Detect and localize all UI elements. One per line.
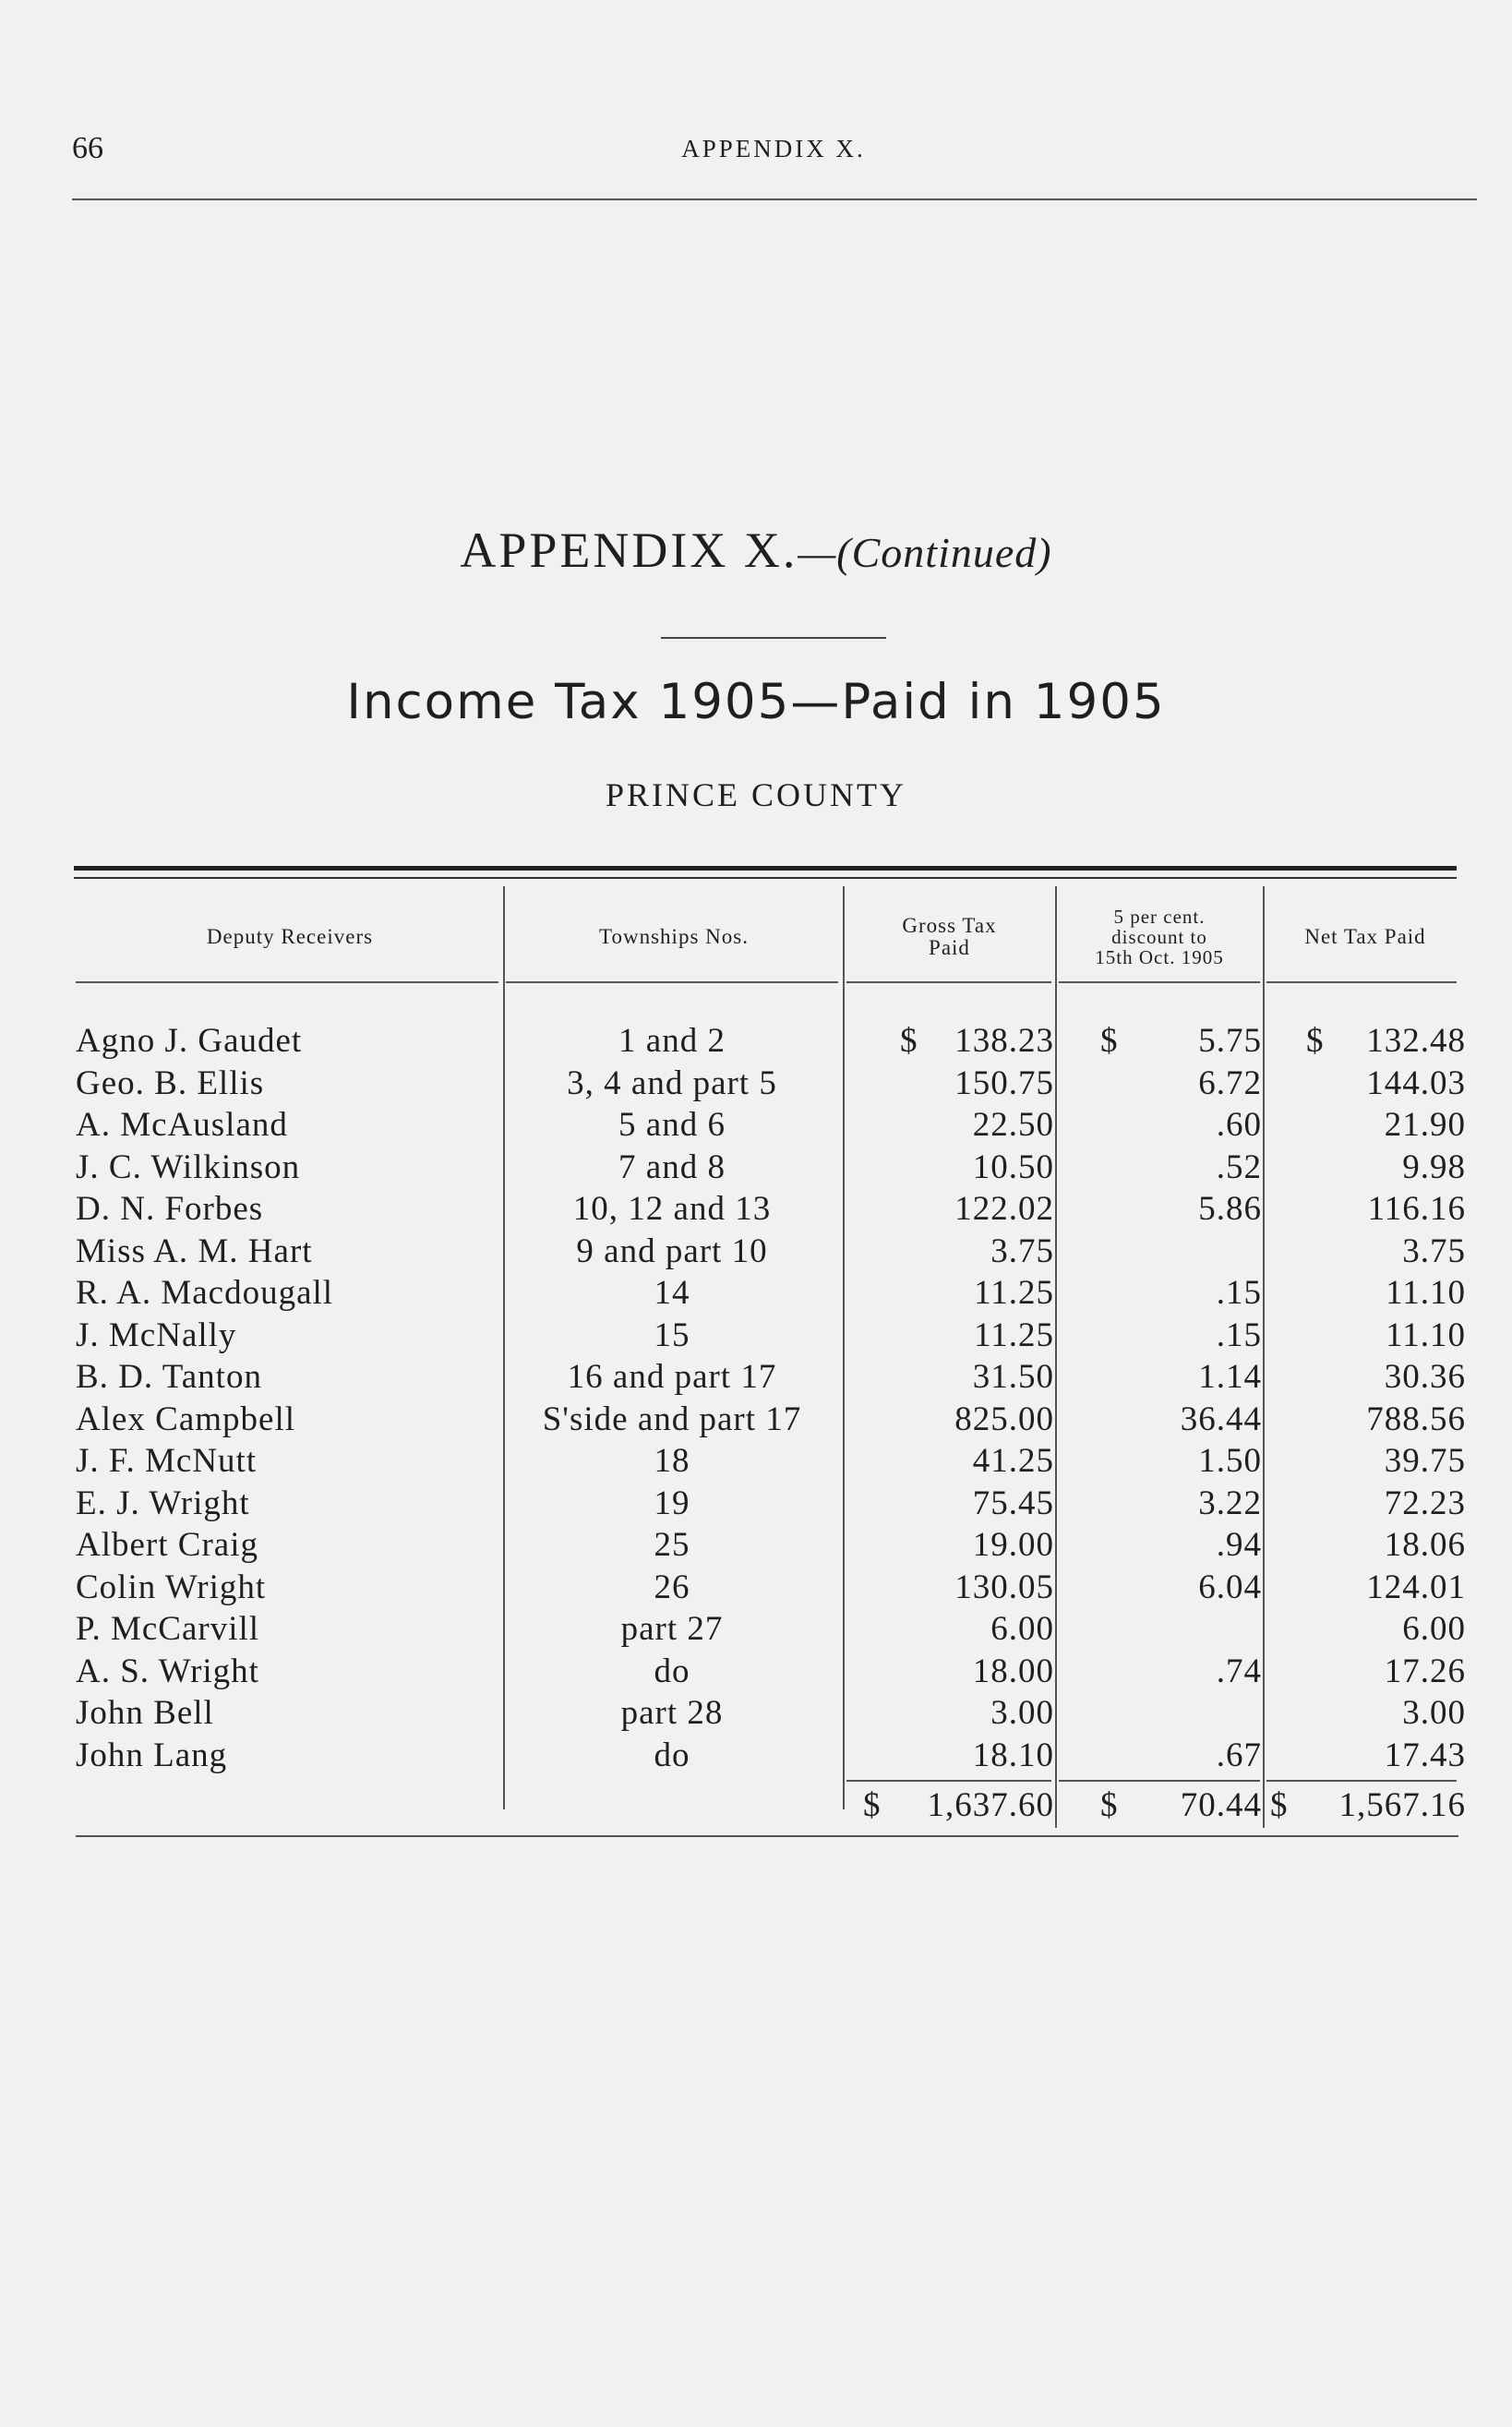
table-row	[0, 1315, 1512, 1357]
receiver-name: Geo. B. Ellis	[76, 1063, 265, 1102]
colhdr-gross-tax: Gross Tax Paid	[902, 913, 997, 959]
receiver-name: A. McAusland	[76, 1106, 288, 1144]
net-tax: 11.10	[1386, 1274, 1466, 1312]
totals-top-rule	[1266, 1780, 1457, 1782]
table-row	[0, 1608, 1512, 1651]
receiver-name: John Lang	[76, 1736, 228, 1774]
township-nos: 15	[654, 1316, 690, 1354]
discount-amount: .60	[1216, 1106, 1262, 1144]
township-nos: 16 and part 17	[567, 1358, 777, 1396]
totals-discount: 70.44	[1180, 1786, 1262, 1824]
discount-amount: 5.75	[1198, 1022, 1262, 1060]
net-tax: 144.03	[1366, 1063, 1466, 1102]
receiver-name: Miss A. M. Hart	[76, 1232, 313, 1270]
receiver-name: B. D. Tanton	[76, 1358, 262, 1396]
discount-amount: .15	[1216, 1274, 1262, 1312]
gross-tax: 825.00	[954, 1400, 1054, 1438]
table-top-rule-thin	[74, 877, 1457, 879]
colhdr-townships: Townships Nos.	[599, 924, 749, 948]
county-heading: PRINCE COUNTY	[605, 776, 906, 813]
receiver-name: A. S. Wright	[76, 1652, 259, 1690]
receiver-name: Agno J. Gaudet	[76, 1022, 303, 1060]
table-row	[0, 1356, 1512, 1399]
header-underline	[506, 981, 838, 983]
net-dollar: $	[1306, 1022, 1325, 1060]
receiver-name: Alex Campbell	[76, 1400, 296, 1438]
township-nos: 18	[654, 1442, 690, 1480]
discount-amount: .15	[1216, 1316, 1262, 1354]
totals-top-rule	[846, 1780, 1051, 1782]
net-tax: 39.75	[1384, 1442, 1466, 1480]
discount-amount: .67	[1216, 1736, 1262, 1774]
discount-amount: 3.22	[1198, 1484, 1262, 1522]
township-nos: 14	[654, 1274, 690, 1312]
receiver-name: John Bell	[76, 1694, 214, 1732]
receiver-name: D. N. Forbes	[76, 1190, 264, 1228]
page-number: 66	[72, 131, 103, 165]
net-tax: 9.98	[1402, 1147, 1466, 1186]
table-body	[0, 1020, 1512, 1776]
receiver-name: P. McCarvill	[76, 1610, 260, 1648]
table-subtitle: Income Tax 1905—Paid in 1905	[346, 674, 1166, 730]
table-row	[0, 1735, 1512, 1777]
receiver-name: R. A. Macdougall	[76, 1274, 334, 1312]
gross-tax: 130.05	[954, 1568, 1054, 1606]
receiver-name: Colin Wright	[76, 1568, 267, 1606]
table-top-rule	[74, 866, 1457, 871]
net-tax: 17.43	[1384, 1736, 1466, 1774]
net-tax: 132.48	[1366, 1022, 1466, 1060]
net-tax: 30.36	[1384, 1358, 1466, 1396]
table-row	[0, 1440, 1512, 1483]
totals-net-dollar: $	[1270, 1786, 1289, 1824]
table-row	[0, 1063, 1512, 1105]
gross-dollar: $	[900, 1022, 918, 1060]
discount-amount: .94	[1216, 1526, 1262, 1564]
title-rule	[661, 637, 886, 639]
totals-row	[0, 1784, 1512, 1828]
gross-tax: 150.75	[954, 1063, 1054, 1102]
township-nos: 1 and 2	[618, 1022, 726, 1060]
township-nos: 19	[654, 1484, 690, 1522]
net-tax: 116.16	[1367, 1190, 1466, 1228]
net-tax: 6.00	[1402, 1610, 1466, 1648]
gross-tax: 31.50	[972, 1358, 1054, 1396]
township-nos: 25	[654, 1526, 690, 1564]
receiver-name: J. C. Wilkinson	[76, 1147, 301, 1186]
header-underline	[1059, 981, 1260, 983]
gross-tax: 11.25	[974, 1274, 1054, 1312]
discount-amount: 36.44	[1180, 1400, 1262, 1438]
totals-top-rule	[1059, 1780, 1260, 1782]
gross-tax: 18.00	[972, 1652, 1054, 1690]
township-nos: 26	[654, 1568, 690, 1606]
header-underline	[76, 981, 498, 983]
appendix-title	[0, 522, 1512, 579]
running-head-title: APPENDIX X.	[681, 135, 866, 162]
township-nos: 3, 4 and part 5	[567, 1063, 777, 1102]
gross-tax: 6.00	[990, 1610, 1054, 1648]
net-tax: 21.90	[1384, 1106, 1466, 1144]
net-tax: 3.00	[1402, 1694, 1466, 1732]
township-nos: 5 and 6	[618, 1106, 726, 1144]
totals-gross-dollar: $	[863, 1786, 882, 1824]
net-tax: 788.56	[1366, 1400, 1466, 1438]
colhdr-deputy-receivers: Deputy Receivers	[206, 924, 374, 948]
gross-tax: 75.45	[972, 1484, 1054, 1522]
table-row	[0, 1188, 1512, 1231]
gross-tax: 18.10	[972, 1736, 1054, 1774]
gross-tax: 22.50	[972, 1106, 1054, 1144]
gross-tax: 3.00	[990, 1694, 1054, 1732]
township-nos: 7 and 8	[618, 1147, 726, 1186]
gross-tax: 41.25	[972, 1442, 1054, 1480]
discount-amount: .52	[1216, 1147, 1262, 1186]
discount-amount: 1.50	[1198, 1442, 1262, 1480]
running-header	[72, 131, 1475, 168]
totals-gross: 1,637.60	[927, 1786, 1054, 1824]
table-row	[0, 1399, 1512, 1441]
discount-amount: 1.14	[1198, 1358, 1262, 1396]
township-nos: do	[654, 1736, 690, 1774]
gross-tax: 3.75	[990, 1232, 1054, 1270]
table-row	[0, 1231, 1512, 1273]
table-row	[0, 1524, 1512, 1567]
header-underline	[846, 981, 1051, 983]
discount-amount: .74	[1216, 1652, 1262, 1690]
township-nos: part 27	[620, 1610, 724, 1648]
colhdr-net-tax: Net Tax Paid	[1304, 924, 1426, 948]
receiver-name: J. F. McNutt	[76, 1442, 258, 1480]
discount-dollar: $	[1100, 1022, 1119, 1060]
net-tax: 17.26	[1384, 1652, 1466, 1690]
receiver-name: J. McNally	[76, 1316, 237, 1354]
table-bottom-rule	[76, 1835, 1458, 1837]
table-row	[0, 1147, 1512, 1189]
discount-amount: 6.04	[1198, 1568, 1262, 1606]
gross-tax: 138.23	[954, 1022, 1054, 1060]
gross-tax: 19.00	[972, 1526, 1054, 1564]
totals-net: 1,567.16	[1338, 1786, 1466, 1824]
header-underline	[1266, 981, 1457, 983]
table-row	[0, 1651, 1512, 1693]
net-tax: 124.01	[1366, 1568, 1466, 1606]
township-nos: 10, 12 and 13	[572, 1190, 772, 1228]
table-row	[0, 1272, 1512, 1315]
discount-amount: 5.86	[1198, 1190, 1262, 1228]
net-tax: 72.23	[1384, 1484, 1466, 1522]
table-row	[0, 1692, 1512, 1735]
table-row	[0, 1567, 1512, 1609]
gross-tax: 10.50	[972, 1147, 1054, 1186]
gross-tax: 122.02	[954, 1190, 1054, 1228]
header-rule	[72, 198, 1477, 200]
table-row	[0, 1020, 1512, 1063]
net-tax: 3.75	[1402, 1232, 1466, 1270]
discount-amount: 6.72	[1198, 1063, 1262, 1102]
colhdr-discount: 5 per cent. discount to 15th Oct. 1905	[1095, 905, 1224, 969]
receiver-name: Albert Craig	[76, 1526, 258, 1564]
township-nos: part 28	[620, 1694, 724, 1732]
receiver-name: E. J. Wright	[76, 1484, 250, 1522]
gross-tax: 11.25	[974, 1316, 1054, 1354]
township-nos: do	[654, 1652, 690, 1690]
appendix-title-main: APPENDIX X.	[460, 523, 798, 578]
table-row	[0, 1104, 1512, 1147]
township-nos: 9 and part 10	[576, 1232, 768, 1270]
appendix-title-continued: —(Continued)	[798, 529, 1052, 576]
net-tax: 18.06	[1384, 1526, 1466, 1564]
net-tax: 11.10	[1386, 1316, 1466, 1354]
township-nos: S'side and part 17	[542, 1400, 802, 1438]
table-row	[0, 1483, 1512, 1525]
totals-discount-dollar: $	[1100, 1786, 1119, 1824]
